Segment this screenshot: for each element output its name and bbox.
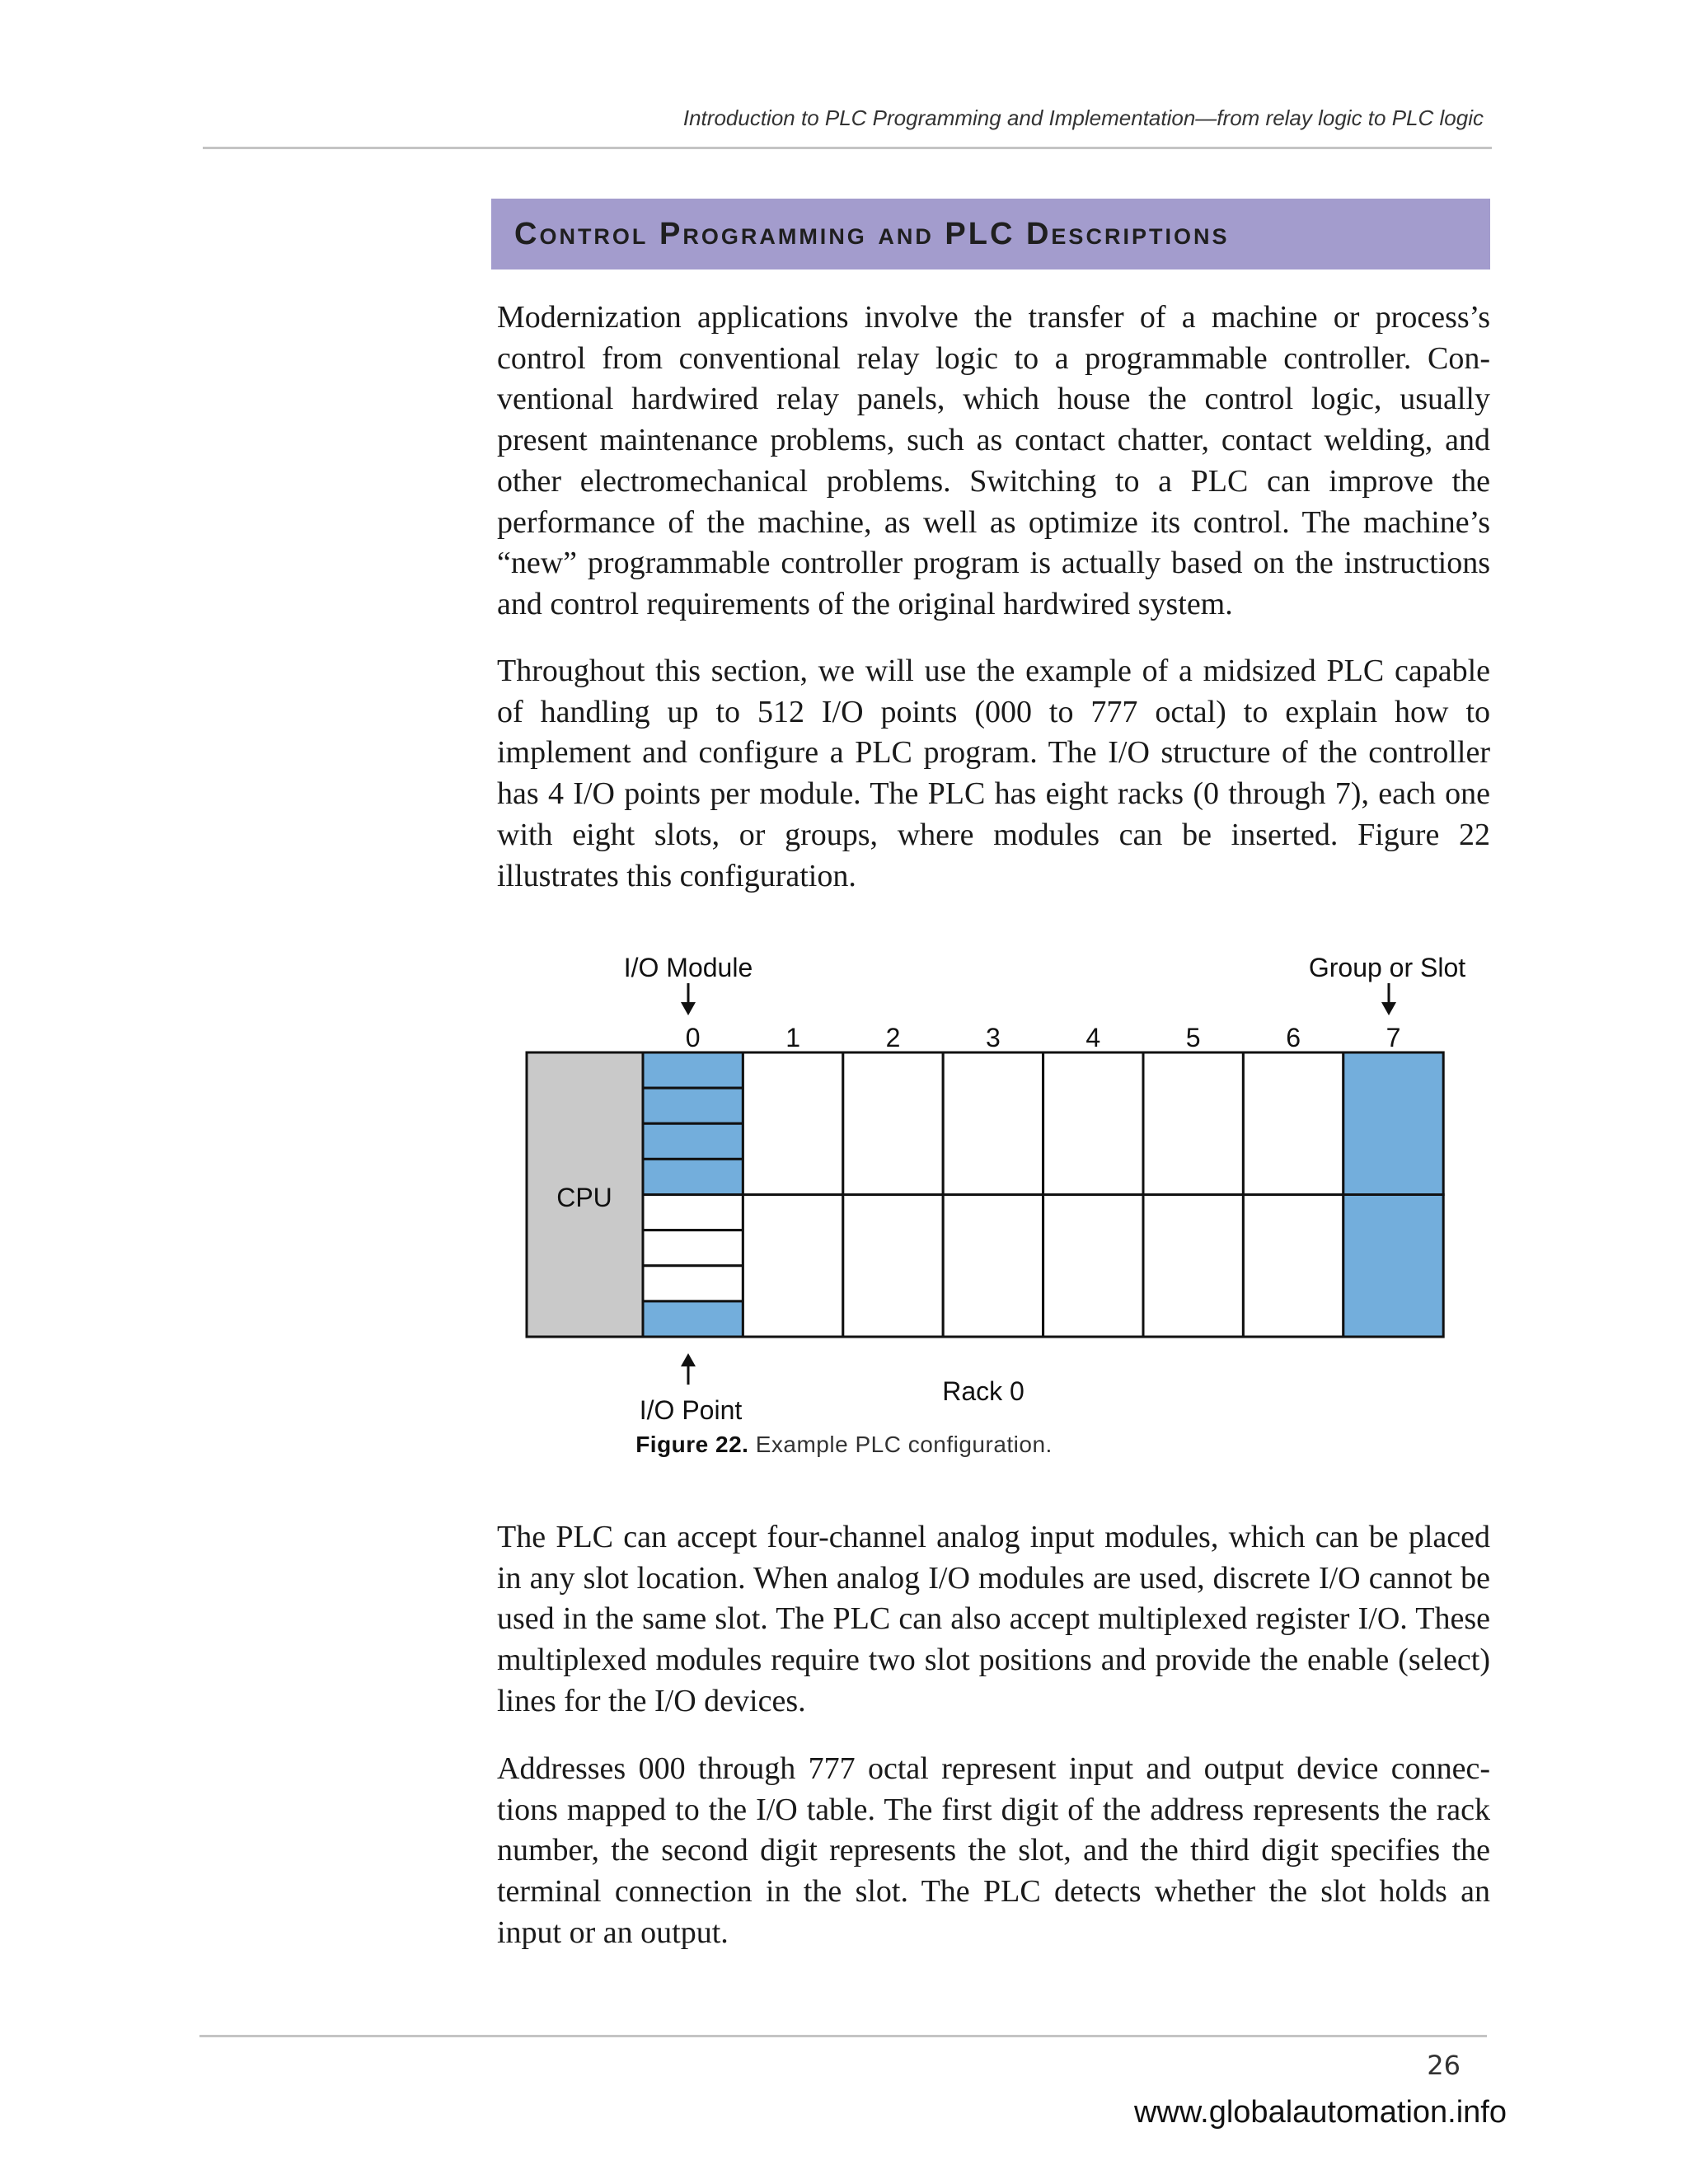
io-point-7 bbox=[643, 1301, 743, 1337]
label-io-module: I/O Module bbox=[623, 953, 753, 982]
up-arrow-icon bbox=[681, 1353, 696, 1385]
slot-number-5: 5 bbox=[1185, 1023, 1201, 1052]
figure-plc-configuration bbox=[495, 940, 1484, 1467]
website-url: www.globalautomation.info bbox=[1133, 2095, 1507, 2130]
slot-3-top bbox=[943, 1052, 1043, 1195]
slot-5-top bbox=[1143, 1052, 1243, 1195]
slot-3-bottom bbox=[943, 1195, 1043, 1338]
io-point-3 bbox=[643, 1159, 743, 1194]
slot-number-row bbox=[686, 1023, 1401, 1052]
label-io-point: I/O Point bbox=[639, 1395, 743, 1425]
slot-number-4: 4 bbox=[1085, 1023, 1101, 1052]
io-point-2 bbox=[643, 1123, 743, 1159]
slot-4-top bbox=[1043, 1052, 1143, 1195]
section-title: Control Programming and PLC Descriptions bbox=[514, 216, 1230, 251]
io-point-5 bbox=[643, 1230, 743, 1266]
slot-6-top bbox=[1243, 1052, 1343, 1195]
slot-1-top bbox=[743, 1052, 842, 1195]
paragraph-addresses: Addresses 000 through 777 octal represent input and output device connections mapped to the I/O table. The first digit of the address represents the rack number, the second digit represents the slot, and the third digit specifies the terminal connection in the slot. The PLC detects whether the slot holds an input or an output. bbox=[497, 1751, 1490, 1950]
slot-grid bbox=[743, 1052, 1443, 1337]
label-cpu: CPU bbox=[556, 1183, 612, 1212]
slot-4-bottom bbox=[1043, 1195, 1143, 1338]
slot-number-1: 1 bbox=[785, 1023, 800, 1052]
running-header: Introduction to PLC Programming and Implementation—from relay logic to PLC logic bbox=[682, 105, 1484, 130]
paragraph-analog-modules: The PLC can accept four-channel analog input modules, which can be placed in any slot location. When analog I/O modules are used, discrete I/O cannot be used in the same slot. The PLC can also accept multiplexed register I/O. These multiplexed modules require two slot positions and provide the enable (select) lines for the I/O devices. bbox=[497, 1520, 1490, 1718]
slot-6-bottom bbox=[1243, 1195, 1343, 1338]
slot-7-bottom bbox=[1343, 1195, 1443, 1338]
io-point-6 bbox=[643, 1266, 743, 1301]
plc-rack-diagram bbox=[495, 940, 1484, 1467]
section-title-bar bbox=[491, 199, 1490, 269]
io-point-4 bbox=[643, 1195, 743, 1230]
caption-text: Example PLC configuration. bbox=[755, 1432, 1053, 1457]
page-number: 26 bbox=[1427, 2050, 1461, 2081]
down-arrow-icon bbox=[1381, 983, 1396, 1015]
paragraph-modernization: Modernization applications involve the transfer of a machine or process’s control from conventional relay logic to a programmable controller. Conventional hardwired relay panels, which house the control logic, usually present maintenance problems, such as contact chatter, contact welding, and other electromechanical problems. Switching to a PLC can improve the performance of the machine, as well as optimize its control. The machine’s “new” programmable controller program is actually based on the instructions and control requirements of the original hardwired system. bbox=[497, 300, 1490, 621]
slot-2-top bbox=[843, 1052, 943, 1195]
slot-number-2: 2 bbox=[885, 1023, 901, 1052]
slot-7-top bbox=[1343, 1052, 1443, 1195]
caption-label: Figure 22. bbox=[635, 1432, 749, 1457]
slot-2-bottom bbox=[843, 1195, 943, 1338]
slot-number-7: 7 bbox=[1386, 1023, 1401, 1052]
slot-5-bottom bbox=[1143, 1195, 1243, 1338]
slot-1-bottom bbox=[743, 1195, 842, 1338]
slot-number-0: 0 bbox=[685, 1023, 701, 1052]
label-rack-0: Rack 0 bbox=[942, 1376, 1025, 1406]
io-point-0 bbox=[643, 1052, 743, 1088]
io-point-1 bbox=[643, 1088, 743, 1123]
header-rule bbox=[203, 147, 1492, 149]
slot-number-3: 3 bbox=[986, 1023, 1001, 1052]
figure-caption bbox=[0, 1432, 1688, 1458]
label-group-or-slot: Group or Slot bbox=[1308, 953, 1466, 982]
slot-0-io-points bbox=[643, 1052, 743, 1337]
down-arrow-icon bbox=[681, 983, 696, 1015]
paragraph-midsized-plc: Throughout this section, we will use the example of a midsized PLC capable of handling up to 512 I/O points (000 to 777 octal) to explain how to implement and configure a PLC program. The I/O structure of the controller has 4 I/O points per module. The PLC has eight racks (0 through 7), each one with eight slots, or groups, where modules can be inserted. Figure 22 illustrates this configuration. bbox=[497, 654, 1490, 893]
slot-number-6: 6 bbox=[1286, 1023, 1301, 1052]
footer-rule bbox=[199, 2035, 1487, 2037]
